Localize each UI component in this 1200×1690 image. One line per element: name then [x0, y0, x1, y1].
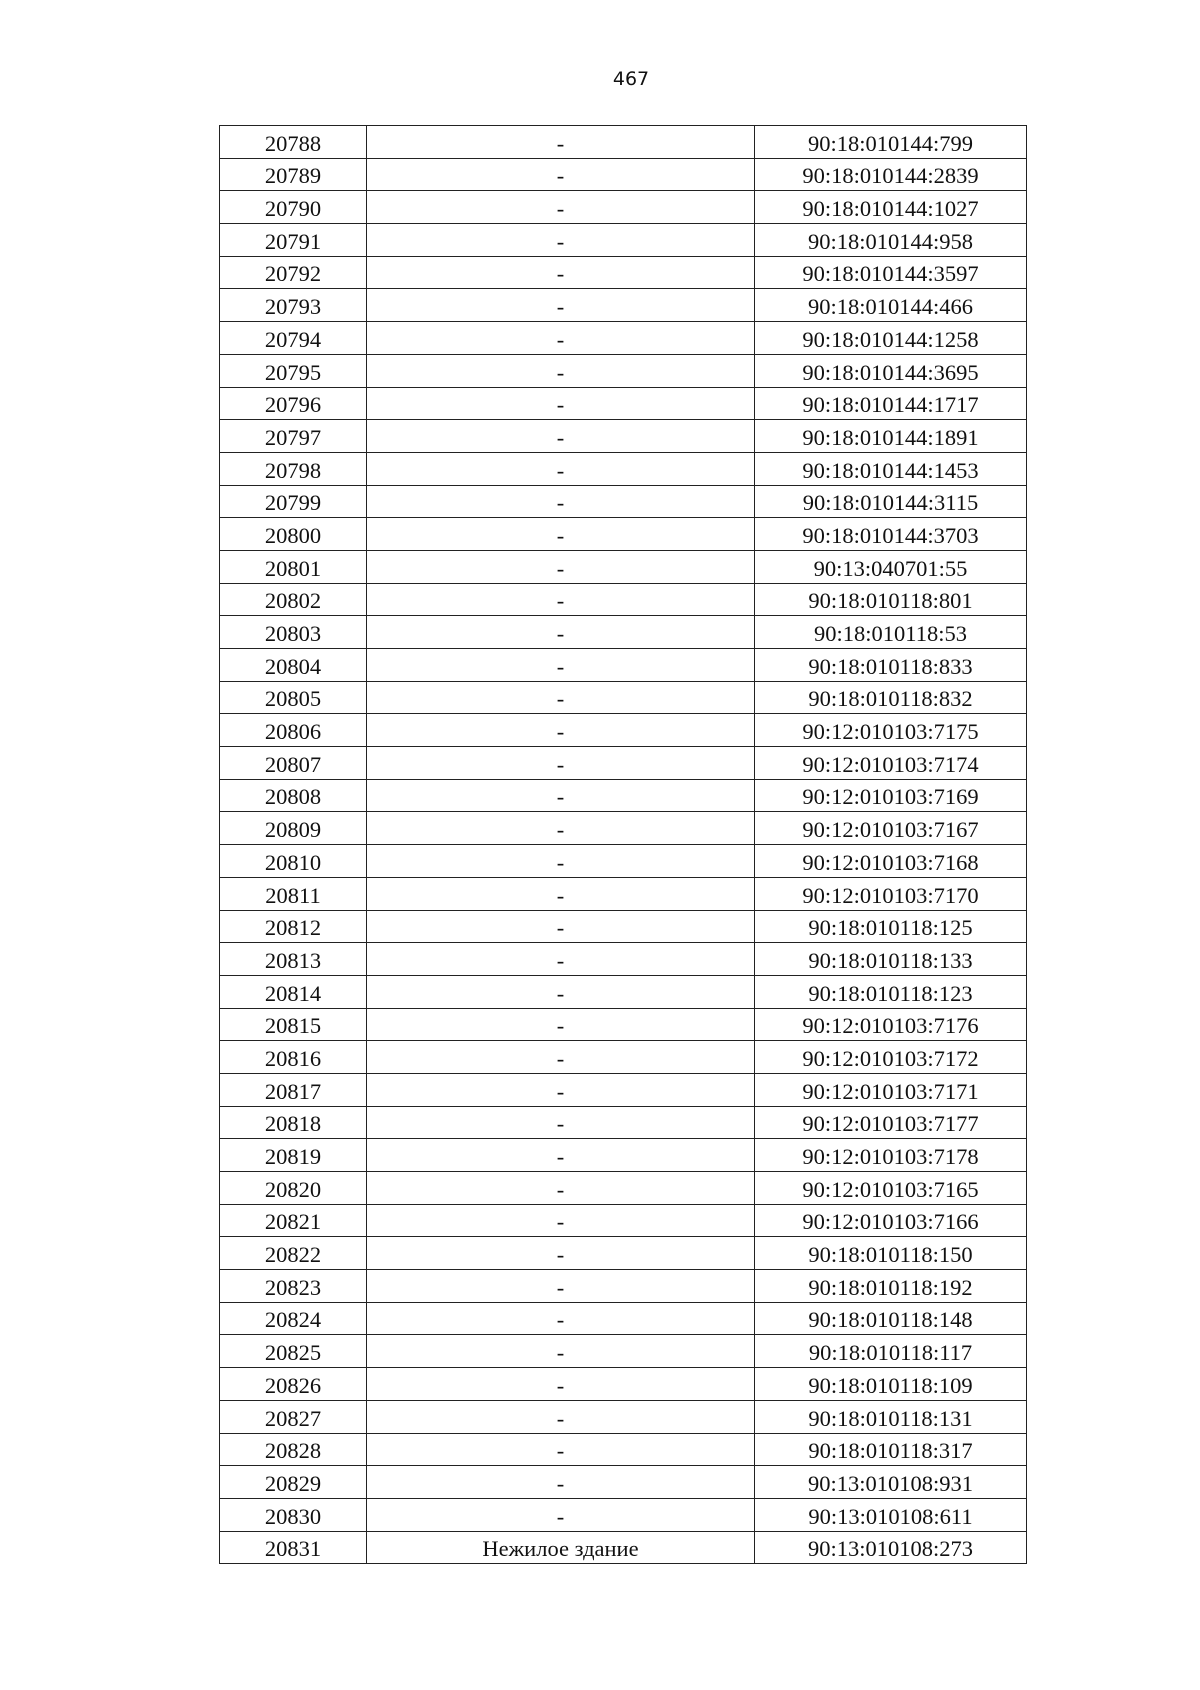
cadastral-number-cell: 90:18:010144:3703	[755, 518, 1027, 551]
row-number-cell: 20829	[220, 1466, 367, 1499]
page-number: 467	[612, 68, 650, 90]
cadastral-number-cell: 90:12:010103:7166	[755, 1204, 1027, 1237]
cadastral-number-cell: 90:18:010118:133	[755, 943, 1027, 976]
table-body	[220, 126, 1027, 1564]
object-name-cell: -	[367, 126, 755, 159]
row-number-cell: 20819	[220, 1139, 367, 1172]
row-number-cell: 20803	[220, 616, 367, 649]
table-row	[220, 1008, 1027, 1041]
table-row	[220, 649, 1027, 682]
table-row	[220, 714, 1027, 747]
cadastral-number-cell: 90:18:010144:799	[755, 126, 1027, 159]
row-number-cell: 20788	[220, 126, 367, 159]
row-number-cell: 20809	[220, 812, 367, 845]
row-number-cell: 20823	[220, 1270, 367, 1303]
cadastral-number-cell: 90:13:010108:611	[755, 1498, 1027, 1531]
object-name-cell: -	[367, 420, 755, 453]
table-row	[220, 191, 1027, 224]
cadastral-table	[219, 125, 1027, 1564]
cadastral-number-cell: 90:18:010144:1027	[755, 191, 1027, 224]
table-row	[220, 975, 1027, 1008]
cadastral-number-cell: 90:13:010108:931	[755, 1466, 1027, 1499]
cadastral-number-cell: 90:18:010118:117	[755, 1335, 1027, 1368]
table-row	[220, 550, 1027, 583]
row-number-cell: 20799	[220, 485, 367, 518]
cadastral-number-cell: 90:13:010108:273	[755, 1531, 1027, 1564]
object-name-cell: -	[367, 1073, 755, 1106]
table-row	[220, 1466, 1027, 1499]
cadastral-number-cell: 90:18:010144:1891	[755, 420, 1027, 453]
cadastral-number-cell: 90:18:010118:192	[755, 1270, 1027, 1303]
table-row	[220, 322, 1027, 355]
object-name-cell: -	[367, 387, 755, 420]
object-name-cell: -	[367, 191, 755, 224]
table-row	[220, 583, 1027, 616]
object-name-cell: -	[367, 649, 755, 682]
cadastral-number-cell: 90:18:010118:131	[755, 1400, 1027, 1433]
row-number-cell: 20807	[220, 747, 367, 780]
cadastral-number-cell: 90:13:040701:55	[755, 550, 1027, 583]
cadastral-number-cell: 90:18:010118:833	[755, 649, 1027, 682]
cadastral-number-cell: 90:18:010144:1453	[755, 452, 1027, 485]
object-name-cell: -	[367, 779, 755, 812]
object-name-cell: -	[367, 158, 755, 191]
row-number-cell: 20789	[220, 158, 367, 191]
row-number-cell: 20814	[220, 975, 367, 1008]
cadastral-number-cell: 90:18:010118:53	[755, 616, 1027, 649]
object-name-cell: -	[367, 812, 755, 845]
row-number-cell: 20816	[220, 1041, 367, 1074]
row-number-cell: 20813	[220, 943, 367, 976]
cadastral-number-cell: 90:18:010144:2839	[755, 158, 1027, 191]
cadastral-number-cell: 90:18:010144:3597	[755, 256, 1027, 289]
cadastral-number-cell: 90:18:010144:1258	[755, 322, 1027, 355]
table-row	[220, 1302, 1027, 1335]
object-name-cell: -	[367, 747, 755, 780]
cadastral-number-cell: 90:18:010144:466	[755, 289, 1027, 322]
table-row	[220, 518, 1027, 551]
row-number-cell: 20831	[220, 1531, 367, 1564]
cadastral-number-cell: 90:18:010144:3115	[755, 485, 1027, 518]
table-row	[220, 1400, 1027, 1433]
table-row	[220, 126, 1027, 159]
object-name-cell: -	[367, 1106, 755, 1139]
table-row	[220, 1204, 1027, 1237]
table-row	[220, 1237, 1027, 1270]
object-name-cell: -	[367, 1237, 755, 1270]
cadastral-number-cell: 90:12:010103:7177	[755, 1106, 1027, 1139]
object-name-cell: -	[367, 1466, 755, 1499]
table-row	[220, 1106, 1027, 1139]
object-name-cell: -	[367, 1139, 755, 1172]
cadastral-number-cell: 90:12:010103:7169	[755, 779, 1027, 812]
object-name-cell: -	[367, 616, 755, 649]
table-row	[220, 910, 1027, 943]
table-row	[220, 681, 1027, 714]
cadastral-number-cell: 90:12:010103:7170	[755, 877, 1027, 910]
table-row	[220, 779, 1027, 812]
table-row	[220, 1270, 1027, 1303]
row-number-cell: 20817	[220, 1073, 367, 1106]
cadastral-number-cell: 90:12:010103:7171	[755, 1073, 1027, 1106]
cadastral-number-cell: 90:12:010103:7175	[755, 714, 1027, 747]
table-row	[220, 1335, 1027, 1368]
table-row	[220, 420, 1027, 453]
cadastral-number-cell: 90:12:010103:7168	[755, 845, 1027, 878]
table-row	[220, 1073, 1027, 1106]
row-number-cell: 20830	[220, 1498, 367, 1531]
cadastral-number-cell: 90:18:010144:958	[755, 224, 1027, 257]
object-name-cell: -	[367, 1041, 755, 1074]
object-name-cell: -	[367, 975, 755, 1008]
row-number-cell: 20796	[220, 387, 367, 420]
table-row	[220, 224, 1027, 257]
object-name-cell: -	[367, 943, 755, 976]
object-name-cell: -	[367, 518, 755, 551]
table-row	[220, 1433, 1027, 1466]
cadastral-number-cell: 90:18:010118:148	[755, 1302, 1027, 1335]
object-name-cell: -	[367, 485, 755, 518]
cadastral-number-cell: 90:18:010118:123	[755, 975, 1027, 1008]
object-name-cell: -	[367, 1008, 755, 1041]
object-name-cell: -	[367, 845, 755, 878]
object-name-cell: -	[367, 1172, 755, 1205]
object-name-cell: -	[367, 583, 755, 616]
cadastral-number-cell: 90:12:010103:7176	[755, 1008, 1027, 1041]
object-name-cell: -	[367, 289, 755, 322]
table-row	[220, 1139, 1027, 1172]
object-name-cell: -	[367, 714, 755, 747]
table-row	[220, 845, 1027, 878]
object-name-cell: -	[367, 1302, 755, 1335]
table-row	[220, 1041, 1027, 1074]
object-name-cell: -	[367, 1368, 755, 1401]
row-number-cell: 20811	[220, 877, 367, 910]
row-number-cell: 20815	[220, 1008, 367, 1041]
cadastral-number-cell: 90:18:010118:801	[755, 583, 1027, 616]
row-number-cell: 20804	[220, 649, 367, 682]
row-number-cell: 20828	[220, 1433, 367, 1466]
cadastral-number-cell: 90:12:010103:7172	[755, 1041, 1027, 1074]
object-name-cell: -	[367, 354, 755, 387]
table-row	[220, 877, 1027, 910]
object-name-cell: -	[367, 452, 755, 485]
object-name-cell: -	[367, 877, 755, 910]
cadastral-number-cell: 90:18:010118:832	[755, 681, 1027, 714]
row-number-cell: 20806	[220, 714, 367, 747]
cadastral-number-cell: 90:12:010103:7178	[755, 1139, 1027, 1172]
row-number-cell: 20794	[220, 322, 367, 355]
row-number-cell: 20824	[220, 1302, 367, 1335]
object-name-cell: -	[367, 224, 755, 257]
row-number-cell: 20793	[220, 289, 367, 322]
object-name-cell: -	[367, 1335, 755, 1368]
table-row	[220, 485, 1027, 518]
cadastral-number-cell: 90:18:010144:3695	[755, 354, 1027, 387]
object-name-cell: Нежилое здание	[367, 1531, 755, 1564]
table-row	[220, 747, 1027, 780]
table-row	[220, 452, 1027, 485]
row-number-cell: 20821	[220, 1204, 367, 1237]
object-name-cell: -	[367, 1400, 755, 1433]
table-row	[220, 387, 1027, 420]
row-number-cell: 20802	[220, 583, 367, 616]
table-row	[220, 812, 1027, 845]
row-number-cell: 20795	[220, 354, 367, 387]
object-name-cell: -	[367, 550, 755, 583]
table-row	[220, 289, 1027, 322]
cadastral-number-cell: 90:18:010118:125	[755, 910, 1027, 943]
object-name-cell: -	[367, 1270, 755, 1303]
row-number-cell: 20810	[220, 845, 367, 878]
row-number-cell: 20790	[220, 191, 367, 224]
object-name-cell: -	[367, 1433, 755, 1466]
row-number-cell: 20791	[220, 224, 367, 257]
table-row	[220, 616, 1027, 649]
row-number-cell: 20812	[220, 910, 367, 943]
object-name-cell: -	[367, 322, 755, 355]
table-row	[220, 158, 1027, 191]
cadastral-number-cell: 90:18:010144:1717	[755, 387, 1027, 420]
table-row	[220, 1172, 1027, 1205]
table-row	[220, 1368, 1027, 1401]
cadastral-number-cell: 90:18:010118:109	[755, 1368, 1027, 1401]
table-row	[220, 256, 1027, 289]
row-number-cell: 20825	[220, 1335, 367, 1368]
row-number-cell: 20827	[220, 1400, 367, 1433]
cadastral-number-cell: 90:12:010103:7167	[755, 812, 1027, 845]
row-number-cell: 20801	[220, 550, 367, 583]
row-number-cell: 20818	[220, 1106, 367, 1139]
object-name-cell: -	[367, 910, 755, 943]
row-number-cell: 20826	[220, 1368, 367, 1401]
row-number-cell: 20822	[220, 1237, 367, 1270]
row-number-cell: 20800	[220, 518, 367, 551]
object-name-cell: -	[367, 256, 755, 289]
table-row	[220, 1531, 1027, 1564]
table-row	[220, 943, 1027, 976]
table-row	[220, 354, 1027, 387]
object-name-cell: -	[367, 1204, 755, 1237]
cadastral-number-cell: 90:12:010103:7174	[755, 747, 1027, 780]
row-number-cell: 20797	[220, 420, 367, 453]
row-number-cell: 20808	[220, 779, 367, 812]
cadastral-number-cell: 90:18:010118:150	[755, 1237, 1027, 1270]
row-number-cell: 20798	[220, 452, 367, 485]
row-number-cell: 20805	[220, 681, 367, 714]
cadastral-number-cell: 90:18:010118:317	[755, 1433, 1027, 1466]
row-number-cell: 20820	[220, 1172, 367, 1205]
row-number-cell: 20792	[220, 256, 367, 289]
table-row	[220, 1498, 1027, 1531]
object-name-cell: -	[367, 1498, 755, 1531]
cadastral-number-cell: 90:12:010103:7165	[755, 1172, 1027, 1205]
object-name-cell: -	[367, 681, 755, 714]
